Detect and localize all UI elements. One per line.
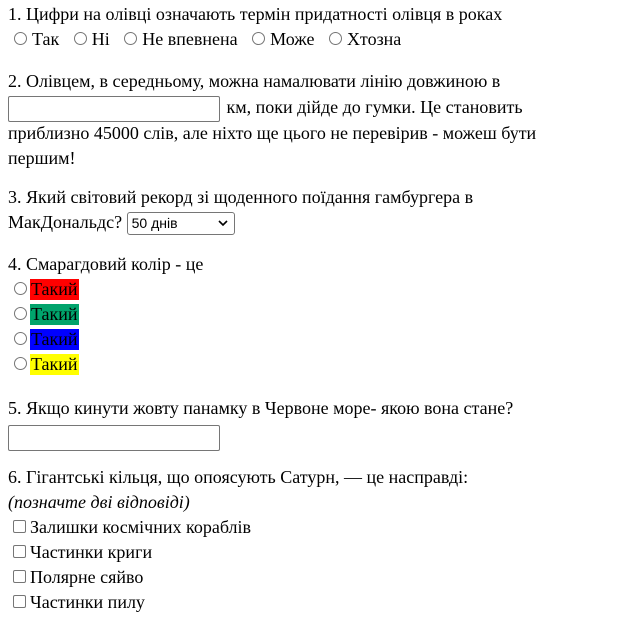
question-2-after-input: км, поки дійде до гумки. Це становить [226,97,523,117]
question-2 [8,69,536,171]
question-1-text: 1. Цифри на олівці означають термін придатності олівця в роках [8,4,503,24]
question-3-line-1: 3. Який світовий рекорд зі щоденного поїдання гамбургера в [8,187,474,207]
question-1 [8,2,502,52]
radio-button[interactable] [14,357,27,370]
q6-option-2[interactable]: Частинки криги [8,540,468,565]
question-2-line-3: приблизно 45000 слів, але ніхто ще цього не перевірив - можеш бути [8,123,537,143]
question-2-line-1: 2. Олівцем, в середньому, можна намалювати лінію довжиною в [8,71,501,91]
question-2-line-4: першим! [8,148,76,168]
q1-option-ni[interactable]: Ні [68,27,110,52]
color-swatch-yellow: Такий [31,354,78,374]
q3-record-select[interactable] [127,212,235,235]
question-6-text: 6. Гігантські кільця, що опоясують Сатурн, — це насправді: [8,467,469,487]
q3-select-value: 50 днів [131,215,178,232]
question-3-line-2-text: МакДональдс? [8,212,123,232]
checkbox[interactable] [13,520,26,533]
checkbox[interactable] [13,595,26,608]
question-5-text: 5. Якщо кинути жовту панамку в Червоне море- якою вона стане? [8,398,514,418]
question-3-line-2 [8,210,473,235]
q4-option-green[interactable] [8,302,203,327]
chevron-down-icon [217,217,229,229]
radio-button[interactable] [74,32,87,45]
question-6 [8,465,468,615]
radio-button[interactable] [252,32,265,45]
radio-button[interactable] [14,32,27,45]
q6-option-3[interactable]: Полярне сяйво [8,565,468,590]
q4-option-red[interactable] [8,277,203,302]
checkbox[interactable] [13,545,26,558]
radio-button[interactable] [329,32,342,45]
q1-option-mozhe[interactable]: Може [246,27,314,52]
question-5 [8,396,513,451]
question-4 [8,252,203,377]
radio-button[interactable] [14,282,27,295]
q1-option-tak[interactable]: Так [8,27,59,52]
question-1-options [8,27,502,52]
q1-option-khtozna[interactable]: Хтозна [323,27,401,52]
color-swatch-green: Такий [31,304,78,324]
q6-option-1[interactable]: Залишки космічних кораблів [8,515,468,540]
color-swatch-red: Такий [31,279,78,299]
checkbox[interactable] [13,570,26,583]
question-4-text: 4. Смарагдовий колір - це [8,254,204,274]
question-6-hint: (позначте дві відповіді) [8,492,190,512]
radio-button[interactable] [124,32,137,45]
q5-answer-input[interactable] [8,425,220,451]
q1-option-ne-vpevnena[interactable]: Не впевнена [118,27,237,52]
q4-option-blue[interactable] [8,327,203,352]
q2-length-input[interactable] [8,96,220,122]
radio-button[interactable] [14,307,27,320]
question-2-line-2 [8,94,536,121]
q6-option-4[interactable]: Частинки пилу [8,590,468,615]
q4-option-yellow[interactable] [8,352,203,377]
radio-button[interactable] [14,332,27,345]
color-swatch-blue: Такий [31,329,78,349]
question-3 [8,185,473,235]
